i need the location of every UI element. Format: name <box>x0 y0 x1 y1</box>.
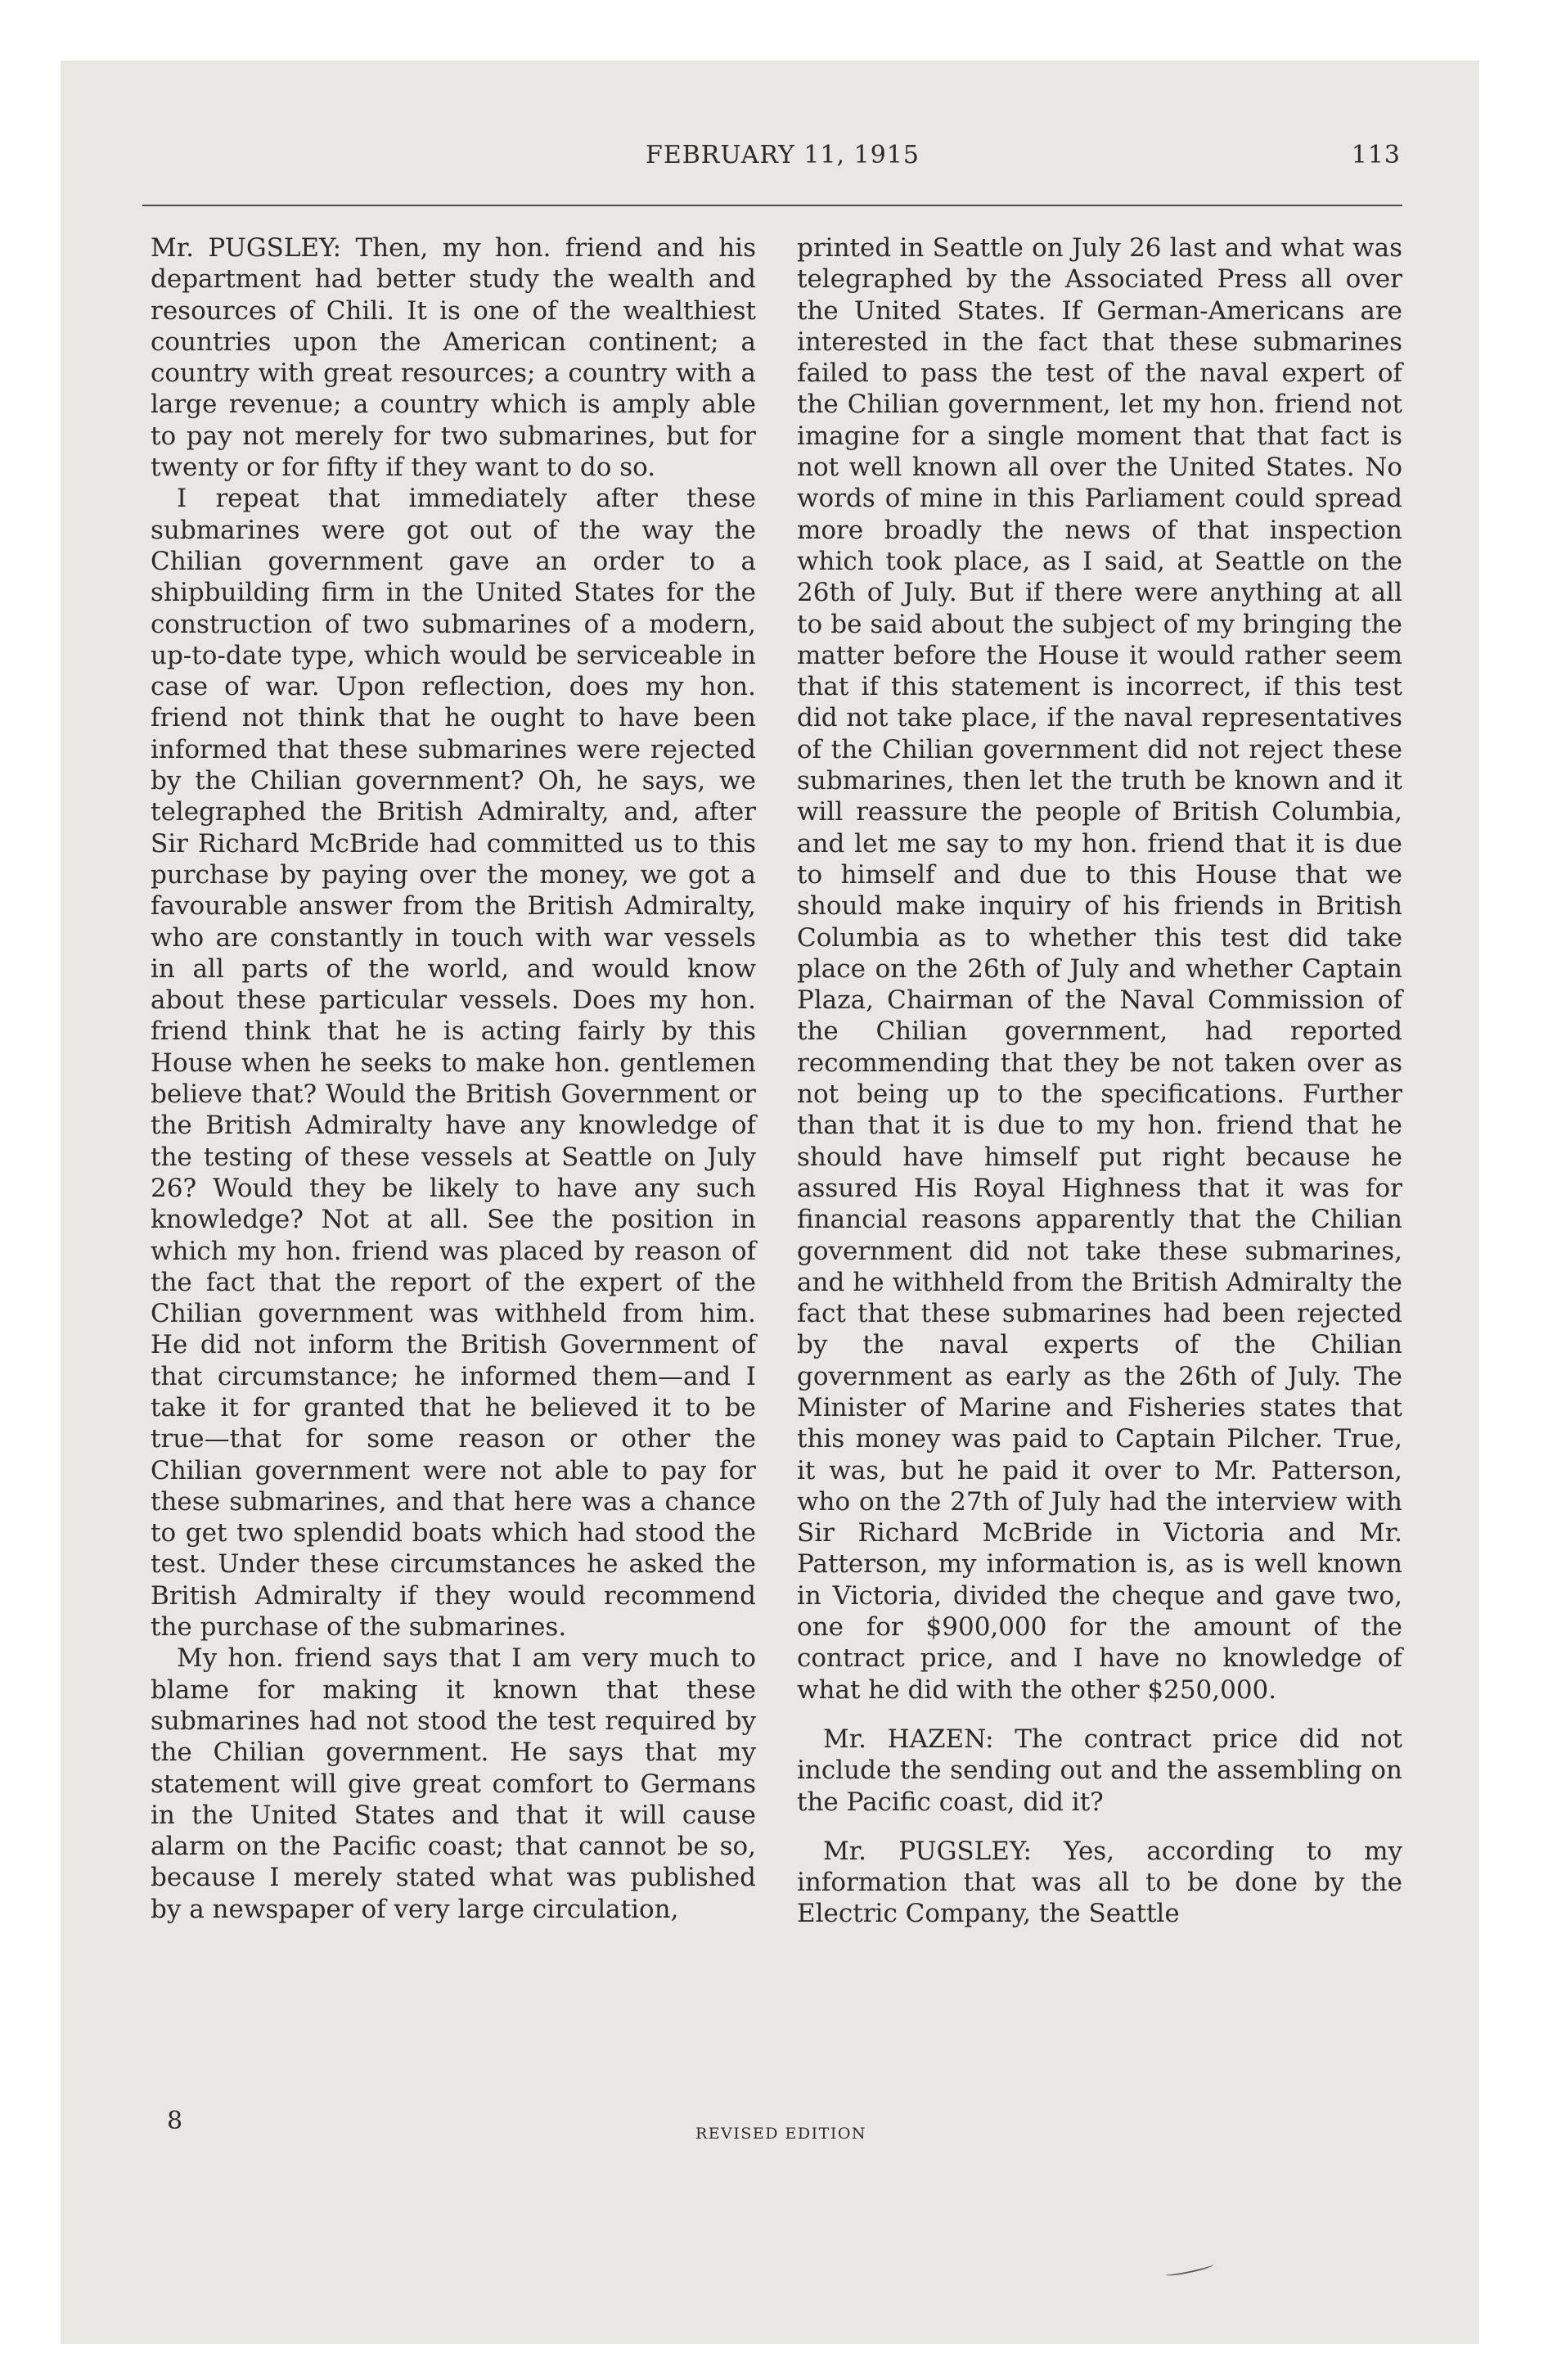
header-rule <box>142 205 1402 206</box>
paragraph: Mr. PUGSLEY: Then, my hon. friend and his department had better study the wealth and resources of Chili. It is one of the wealthiest countries upon the American continent; a country with great resources; a country with a large revenue; a country which is amply able to pay not merely for two submarines, but for twenty or for fifty if they want to do so. <box>151 233 756 483</box>
header-page-number: 113 <box>1351 141 1401 169</box>
signature-number: 8 <box>167 2107 183 2135</box>
page-header <box>61 141 1479 174</box>
paragraph: My hon. friend says that I am very much to blame for making it known that these submarines had not stood the test required by the Chilian government. He says that my statement will give great comfort to Germans in the United States and that it will cause alarm on the Pacific coast; that cannot be so, because I merely stated what was published by a newspaper of very large circulation, <box>151 1643 756 1924</box>
paragraph: I repeat that immediately after these submarines were got out of the way the Chilian government gave an order to a shipbuilding firm in the United States for the construction of two submarines of a modern, up-to-date type, which would be serviceable in case of war. Upon reflection, does my hon. friend not think that he ought to have been informed that these submarines were rejected by the Chilian government? Oh, he says, we telegraphed the British Admiralty, and, after Sir Richard McBride had committed us to this purchase by paying over the money, we got a favourable answer from the British Admiralty, who are constantly in touch with war vessels in all parts of the world, and would know about these particular vessels. Does my hon. friend think that he is acting fairly by this House when he seeks to make hon. gentlemen believe that? Would the British Government or the British Admiralty have any knowledge of the testing of these vessels at Seattle on July 26? Would they be likely to have any such knowledge? Not at all. See the position in which my hon. friend was placed by reason of the fact that the report of the expert of the Chilian government was withheld from him. He did not inform the British Government of that circumstance; he informed them—and I take it for granted that he believed it to be true—that for some reason or other the Chilian government were not able to pay for these submarines, and that here was a chance to get two splendid boats which had stood the test. Under these circumstances he asked the British Admiralty if they would recommend the purchase of the submarines. <box>151 484 756 1643</box>
paragraph: Mr. PUGSLEY: Yes, according to my information that was all to be done by the Electric Company, the Seattle <box>797 1836 1402 1929</box>
edition-label: REVISED EDITION <box>695 2125 867 2143</box>
paragraph: Mr. HAZEN: The contract price did not include the sending out and the assembling on the Pacific coast, did it? <box>797 1724 1402 1817</box>
ink-mark <box>1165 2261 1214 2278</box>
left-column <box>151 232 756 1925</box>
paragraph: printed in Seattle on July 26 last and what was telegraphed by the Associated Press all over the United States. If German-Americans are interested in the fact that these submarines failed to pass the test of the naval expert of the Chilian government, let my hon. friend not imagine for a single moment that that fact is not well known all over the United States. No words of mine in this Parliament could spread more broadly the news of that inspection which took place, as I said, at Seattle on the 26th of July. But if there were anything at all to be said about the subject of my bringing the matter before the House it would rather seem that if this statement is incorrect, if this test did not take place, if the naval representatives of the Chilian government did not reject these submarines, then let the truth be known and it will reassure the people of British Columbia, and let me say to my hon. friend that it is due to himself and due to this House that we should make inquiry of his friends in British Columbia as to whether this test did take place on the 26th of July and whether Captain Plaza, Chairman of the Naval Commission of the Chilian government, had reported recommending that they be not taken over as not being up to the specifications. Further than that it is due to my hon. friend that he should have himself put right because he assured His Royal Highness that it was for financial reasons apparently that the Chilian government did not take these submarines, and he withheld from the British Admiralty the fact that these submarines had been rejected by the naval experts of the Chilian government as early as the 26th of July. The Minister of Marine and Fisheries states that this money was paid to Captain Pilcher. True, it was, but he paid it over to Mr. Patterson, who on the 27th of July had the interview with Sir Richard McBride in Victoria and Mr. Patterson, my information is, as is well known in Victoria, divided the cheque and gave two, one for $900,000 for the amount of the contract price, and I have no knowledge of what he did with the other $250,000. <box>797 233 1402 1705</box>
document-page <box>61 61 1479 2344</box>
header-date: FEBRUARY 11, 1915 <box>646 141 920 169</box>
right-column <box>797 232 1402 1930</box>
